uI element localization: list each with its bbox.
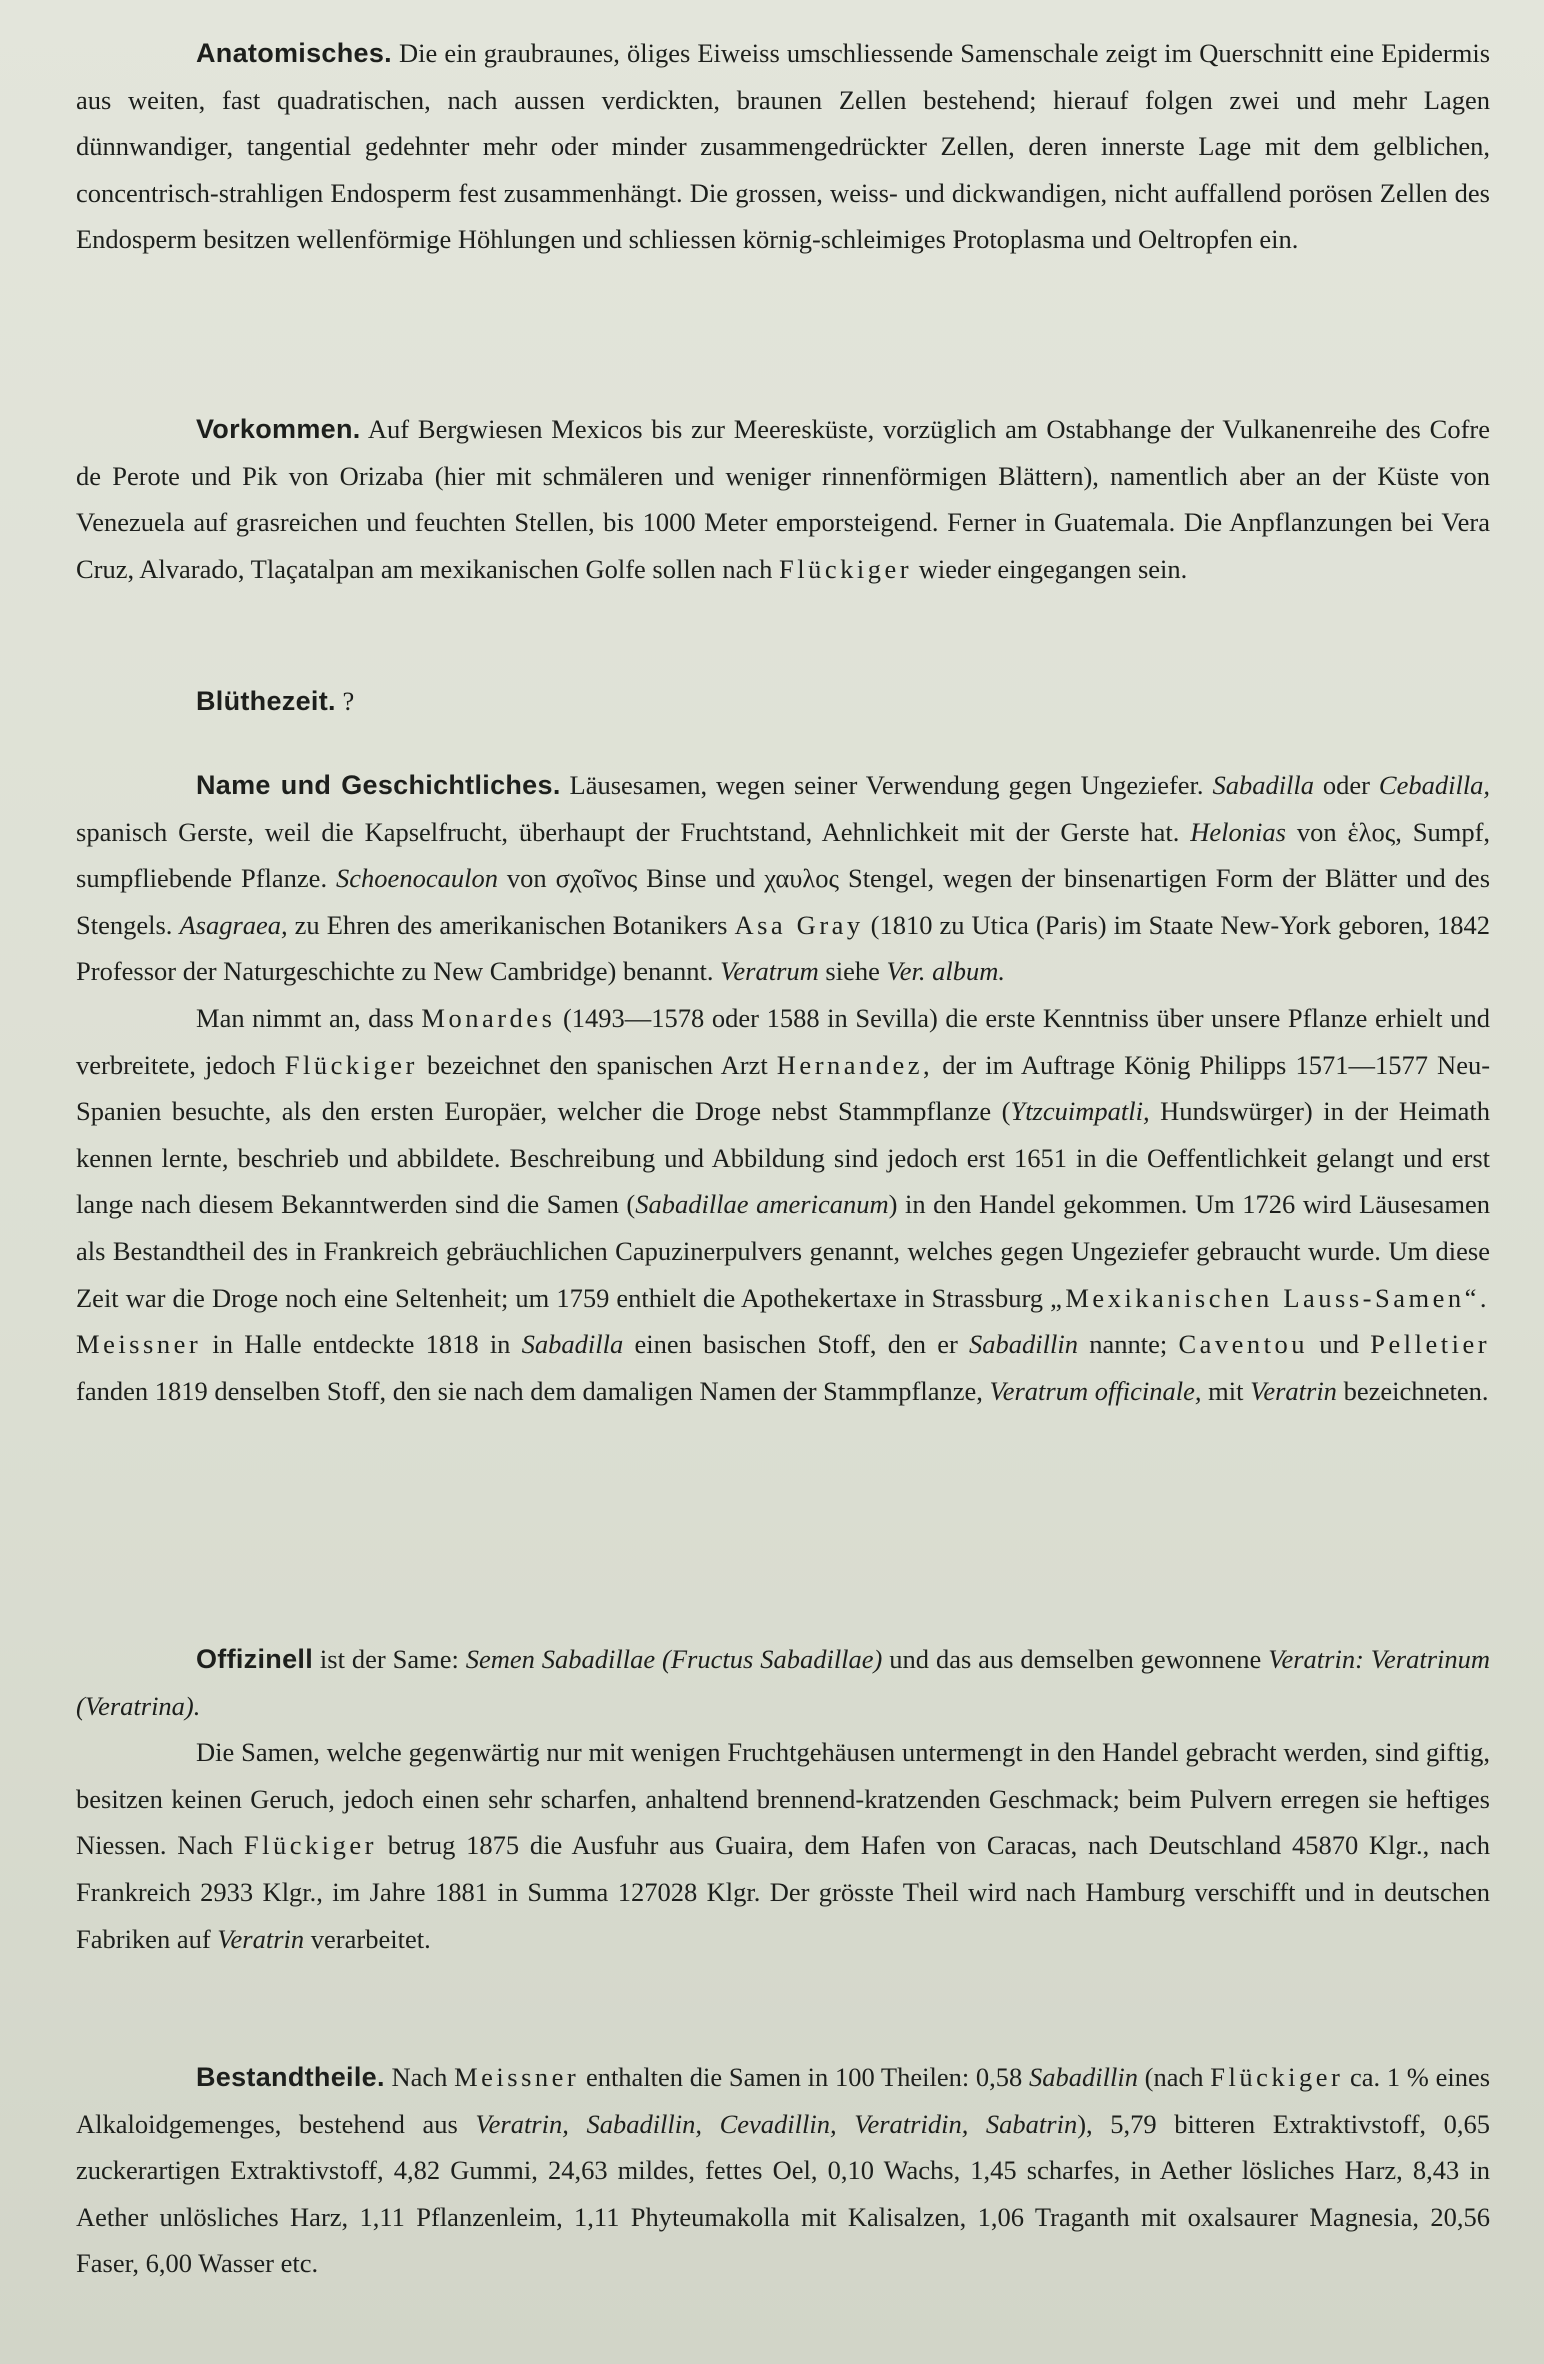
history-p2-t11: fanden 1819 denselben Stoff, den sie nach dem damaligen Namen der Stammpflanze, (76, 1375, 983, 1406)
history-heading: Name und Geschichtliches. (196, 770, 561, 800)
history-p1-t6: zu Ehren des amerikanischen Botanikers (294, 909, 728, 940)
history-p2-i5: Veratrum officinale, (989, 1375, 1202, 1406)
occurrence-text-1: Auf Bergwiesen Mexicos bis zur Meeresküste, vorzüglich am Ostabhange der Vulkanenreihe des Cofre de Perote und Pik von Orizaba (hier mit schmäleren und weniger rinnenförmigen Blättern), namentlich aber an der Küste von Venezuela auf grasreichen und feuchten Stellen, bis 1000 Meter emporsteigend. Ferner in Guatemala. Die Anpflanzungen bei Vera Cruz, Alvarado, Tlaçatalpan am mexikanischen Golfe sollen nach (76, 414, 1490, 584)
history-p1-i3: Helonias (1190, 816, 1286, 847)
history-p1-i4: Schoenocaulon (336, 863, 498, 894)
officinal-paragraph-2 (76, 1729, 1490, 1962)
constituents-t1: Nach (391, 2062, 448, 2092)
history-p2-i1: Ytzcuimpatli, (1010, 1096, 1150, 1127)
officinal-p2-i1: Veratrin (217, 1923, 305, 1954)
officinal-paragraph-1 (76, 1636, 1490, 1729)
history-p2-t7: in Halle entdeckte 1818 in (212, 1329, 511, 1360)
officinal-p1-i3: Veratrinum (Veratrina). (76, 1644, 1491, 1721)
anatomy-text: Die ein graubraunes, öliges Eiweiss umschliessende Samenschale zeigt im Querschnitt eine Epidermis aus weiten, fast quadratischen, nach aussen verdickten, braunen Zellen bestehend; hierauf folgen zwei und mehr Lagen dünnwandiger, tangential gedehnter mehr oder minder zusammengedrückter Zellen, deren innerste Lage mit dem gelblichen, concentrisch-strahligen Endosperm fest zusammenhängt. Die grossen, weiss- und dickwandigen, nicht auffallend porösen Zellen des Endosperm besitzen wellenförmige Höhlungen und schliessen körnig-schleimiges Protoplasma und Oeltropfen ein. (76, 38, 1491, 255)
history-p2-s6: Caventou (1178, 1329, 1309, 1360)
history-p2-i2: Sabadillae americanum (635, 1189, 889, 1220)
history-p1-t8: siehe (825, 956, 880, 987)
flowering-text: ? (342, 686, 355, 716)
history-p1-t1: Läusesamen, wegen seiner Verwendung gegen Ungeziefer. (569, 770, 1204, 800)
history-paragraph-2 (76, 995, 1490, 1414)
history-p2-s5: Meissner (76, 1329, 202, 1360)
constituents-s1: Meissner (454, 2062, 580, 2092)
constituents-heading: Bestandtheile. (196, 2062, 385, 2092)
history-p1-t5: von σχοῖνος Binse und χαυλος Stengel, wegen der binsenartigen Form der Blätter und des Stengels. (76, 863, 1491, 940)
constituents-s2: Flückiger (1210, 2062, 1344, 2092)
flowering-heading: Blüthezeit. (196, 686, 336, 716)
officinal-p2-s1: Flückiger (243, 1830, 377, 1861)
history-p1-t7: (1810 zu Utica (Paris) im Staate New-York geboren, 1842 Professor der Naturgeschichte zu New Cambridge) benannt. (76, 909, 1491, 987)
history-p2-i4: Sabadillin (969, 1329, 1078, 1360)
history-p2-t9: nannte; (1089, 1329, 1168, 1360)
constituents-t3: (nach (1144, 2062, 1204, 2092)
officinal-p1-t2: und das aus demselben gewonnene (889, 1644, 1262, 1674)
history-p2-s7: Pelletier (1370, 1329, 1491, 1360)
history-p1-i5: Asagraea, (179, 909, 288, 940)
history-paragraph-1 (76, 762, 1490, 995)
history-p1-s1: Asa Gray (734, 909, 864, 940)
history-p2-t2: (1493—1578 oder 1588 in Sevilla) die erste Kenntniss über unsere Pflanze erhielt und verbreitete, jedoch (76, 1002, 1491, 1080)
history-p2-t13: bezeichneten. (1343, 1375, 1489, 1406)
section-anatomy (76, 30, 1490, 263)
history-p1-i6: Veratrum (720, 956, 819, 987)
anatomy-heading: Anatomisches. (196, 38, 392, 68)
section-occurrence (76, 406, 1490, 592)
history-p1-i1: Sabadilla (1212, 770, 1315, 800)
officinal-p1-i2: Veratrin: (1268, 1644, 1364, 1674)
constituents-i1: Sabadillin (1029, 2062, 1138, 2092)
officinal-p2-t3: verarbeitet. (310, 1923, 431, 1954)
occurrence-name-flueckiger: Flückiger (779, 553, 913, 584)
history-p1-t2: oder (1322, 770, 1371, 800)
history-p2-t3: bezeichnet den spanischen Arzt (426, 1049, 768, 1080)
officinal-p2-t1: Die Samen, welche gegenwärtig nur mit wenigen Fruchtgehäusen untermengt in den Handel gebracht werden, sind giftig, besitzen keinen Geruch, jedoch einen sehr scharfen, anhaltend brennend-kratzenden Geschmack; beim Pulvern erregen sie heftiges Niessen. Nach (76, 1737, 1490, 1861)
history-p2-t10: und (1319, 1329, 1360, 1360)
occurrence-text-2: wieder eingegangen sein. (918, 553, 1188, 584)
section-constituents (76, 2054, 1490, 2287)
history-p2-t1: Man nimmt an, dass (196, 1002, 414, 1033)
officinal-p1-i1: Semen Sabadillae (Fructus Sabadillae) (465, 1644, 883, 1674)
history-p2-s1: Monardes (421, 1002, 556, 1033)
constituents-t2: enthalten die Samen in 100 Theilen: 0,58 (585, 2062, 1023, 2092)
constituents-i2: Veratrin, Sabadillin, Cevadillin, Veratridin, Sabatrin (475, 2108, 1078, 2139)
history-p2-t4: der im Auftrage König Philipps 1571—1577 Neu-Spanien besuchte, als den ersten Europäer, welcher die Droge nebst Stammpflanze ( (76, 1049, 1491, 1127)
history-p2-s2: Flückiger (284, 1049, 418, 1080)
history-p1-i2: Cebadilla, (1378, 770, 1491, 800)
constituents-t5: ), 5,79 bitteren Extraktivstoff, 0,65 zuckerartigen Extraktivstoff, 4,82 Gummi, 24,63 mildes, fettes Oel, 0,10 Wachs, 1,45 scharfes, in Aether lösliches Harz, 8,43 in Aether unlösliches Harz, 1,11 Pflanzenleim, 1,11 Phyteumakolla mit Kalisalzen, 1,06 Traganth mit oxalsaurer Magnesia, 20,56 Faser, 6,00 Wasser etc. (76, 2108, 1491, 2279)
section-history (76, 762, 1490, 1414)
officinal-heading: Offizinell (196, 1644, 313, 1674)
constituents-t4: ca. 1 % eines Alkaloidgemenges, bestehend aus (76, 2062, 1491, 2139)
officinal-p1-t1: ist der Same: (319, 1644, 459, 1674)
history-p2-t5: Hundswürger) in der Heimath kennen lernte, beschrieb und abbildete. Beschreibung und Abbildung sind jedoch erst 1651 in die Oeffentlichkeit gelangt und erst lange nach diesem Bekanntwerden sind die Samen ( (76, 1096, 1491, 1220)
history-p2-s4: „Mexikanischen Lauss-Samen“. (1050, 1282, 1490, 1313)
section-flowering (76, 678, 1490, 725)
history-p2-t6: ) in den Handel gekommen. Um 1726 wird Läusesamen als Bestandtheil des in Frankreich gebräuchlichen Capuzinerpulvers genannt, welches gegen Ungeziefer gebraucht wurde. Um diese Zeit war die Droge noch eine Seltenheit; um 1759 enthielt die Apothekertaxe in Strassburg (76, 1189, 1490, 1313)
history-p1-t3: spanisch Gerste, weil die Kapselfrucht, überhaupt der Fruchtstand, Aehnlichkeit mit der Gerste hat. (76, 816, 1180, 847)
section-officinal (76, 1636, 1490, 1962)
history-p2-s3: Hernandez, (776, 1049, 934, 1080)
history-p2-i3: Sabadilla (521, 1329, 624, 1360)
officinal-p2-t2: betrug 1875 die Ausfuhr aus Guaira, dem Hafen von Caracas, nach Deutschland 45870 Klgr., nach Frankreich 2933 Klgr., im Jahre 1881 in Summa 127028 Klgr. Der grösste Theil wird nach Hamburg verschifft und in deutschen Fabriken auf (76, 1830, 1491, 1954)
history-p2-t8: einen basischen Stoff, den er (634, 1329, 958, 1360)
history-p2-i6: Veratrin (1250, 1375, 1337, 1406)
history-p1-i7: Ver. album. (886, 956, 1005, 987)
occurrence-heading: Vorkommen. (196, 414, 361, 444)
history-p2-t12: mit (1208, 1375, 1244, 1406)
history-p1-t4: von ἑλος, Sumpf, sumpfliebende Pflanze. (76, 816, 1491, 894)
